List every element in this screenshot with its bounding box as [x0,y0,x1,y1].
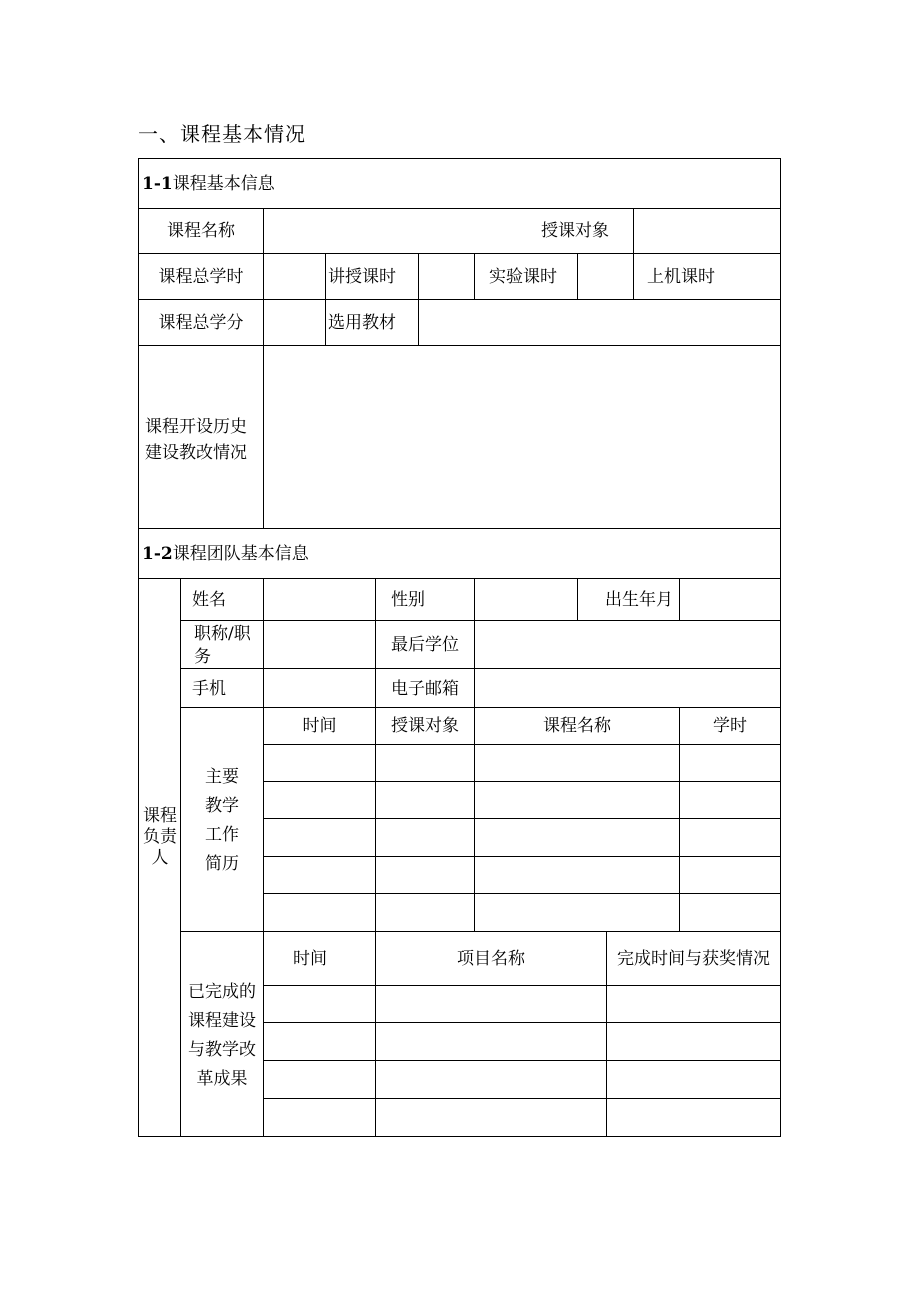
teaching-row[interactable] [264,745,780,781]
teaching-header-target: 授课对象 [391,716,459,736]
label-phone: 手机 [192,679,226,699]
page-heading: 一、课程基本情况 [138,122,306,146]
label-course-name: 课程名称 [167,221,235,241]
achievement-row[interactable] [264,986,780,1022]
label-teaching-resume: 主要 教学 工作 简历 [205,767,239,874]
label-history: 课程开设历史 建设教改情况 [145,417,247,463]
label-computer-hours: 上机课时 [647,267,715,287]
label-course-leader: 课程负责人 [143,806,177,868]
teaching-header-hours: 学时 [713,716,747,736]
teaching-row[interactable] [264,894,780,931]
target-audience-field[interactable] [634,209,780,253]
total-hours-field[interactable] [264,254,325,299]
label-degree: 最后学位 [391,635,459,655]
label-name: 姓名 [192,590,226,610]
textbook-field[interactable] [419,300,780,345]
table-border-right [780,158,781,1137]
label-email: 电子邮箱 [391,679,459,699]
row-divider [138,528,781,529]
label-textbook: 选用教材 [328,313,396,333]
achievement-header-project: 项目名称 [457,949,525,969]
label-title-duty: 职称/职 务 [194,624,251,667]
lab-hours-field[interactable] [578,254,633,299]
degree-field[interactable] [475,621,780,668]
table-border-bottom [138,1136,781,1137]
section-1-title: 1-1课程基本信息 [142,174,275,194]
achievement-row[interactable] [264,1099,780,1136]
label-birth: 出生年月 [605,590,673,610]
gender-field[interactable] [475,579,577,620]
table-border-left [138,158,139,1137]
label-achievements: 已完成的 课程建设 与教学改 革成果 [188,982,256,1089]
row-divider [180,707,781,708]
label-lab-hours: 实验课时 [489,267,557,287]
name-field[interactable] [264,579,375,620]
email-field[interactable] [475,669,780,707]
lecture-hours-field[interactable] [419,254,474,299]
col-divider [474,253,475,299]
teaching-row[interactable] [264,857,780,893]
achievement-row[interactable] [264,1061,780,1098]
section-2-title: 1-2课程团队基本信息 [142,544,309,564]
phone-field[interactable] [264,669,375,707]
label-total-credits: 课程总学分 [158,313,244,333]
birth-field[interactable] [680,579,780,620]
teaching-header-course: 课程名称 [543,716,611,736]
teaching-row[interactable] [264,819,780,856]
label-lecture-hours: 讲授课时 [328,267,396,287]
label-gender: 性别 [391,590,425,610]
col-divider [577,578,578,620]
achievement-row[interactable] [264,1023,780,1060]
row-divider [180,931,781,932]
title-duty-field[interactable] [264,621,375,668]
achievement-header-time: 时间 [293,949,327,969]
history-field[interactable] [264,346,780,528]
label-total-hours: 课程总学时 [158,267,244,287]
achievement-header-result: 完成时间与获奖情况 [617,949,770,969]
teaching-header-time: 时间 [302,716,337,736]
col-divider [325,253,326,345]
teaching-row[interactable] [264,782,780,818]
label-target-audience: 授课对象 [541,221,609,241]
total-credits-field[interactable] [264,300,325,345]
table-border-top [138,158,781,159]
